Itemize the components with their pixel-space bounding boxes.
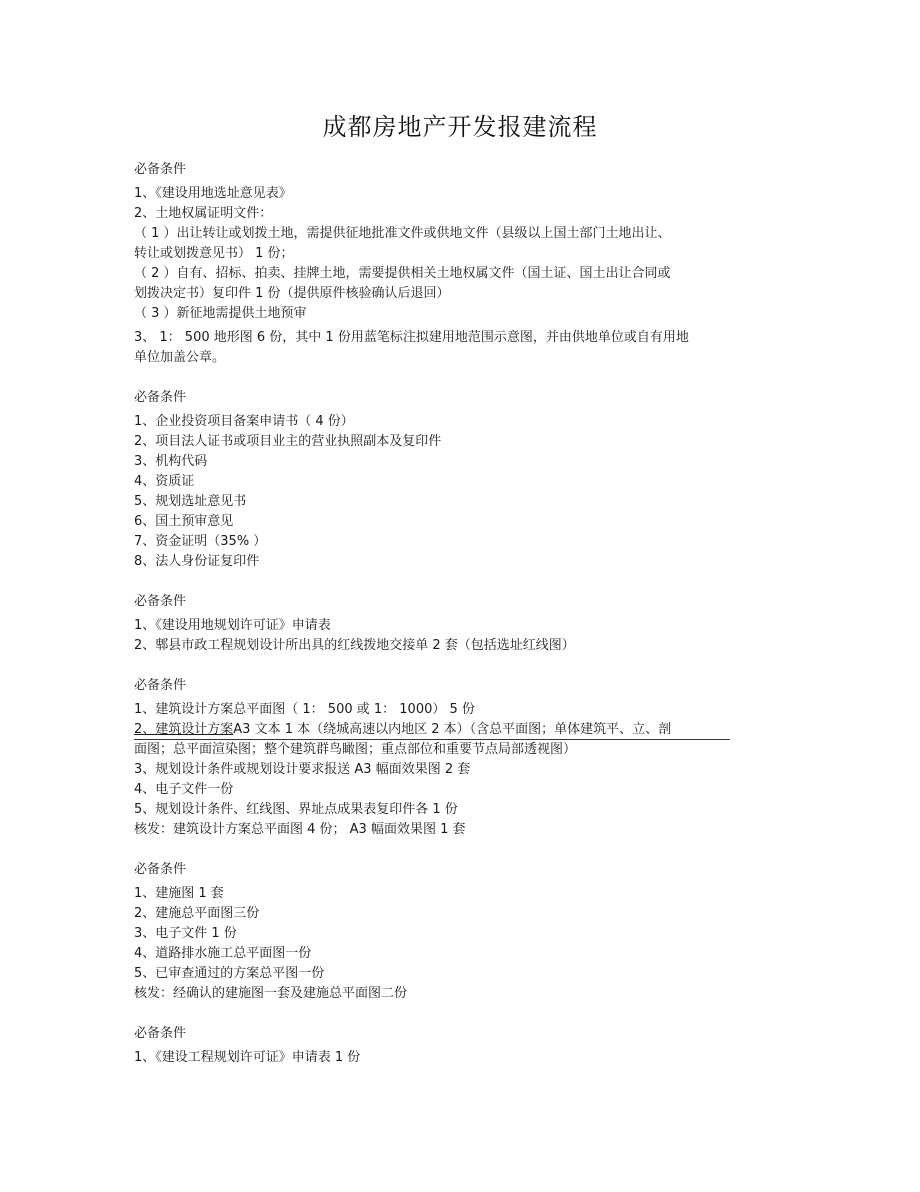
section-line: 3、电子文件 1 份 (134, 926, 237, 941)
section-5 (134, 860, 734, 1004)
section-line: 6、国土预审意见 (134, 514, 234, 529)
section-heading: 必备条件 (134, 862, 187, 877)
section-line: 1、《建设用地选址意见表》 (134, 186, 292, 201)
section-heading: 必备条件 (134, 390, 187, 405)
section-4 (134, 676, 734, 840)
section-line: （ 2 ）自有、招标、拍卖、挂牌土地，需要提供相关土地权属文件（国土证、国土出让合同或 (134, 266, 671, 281)
document-body (134, 160, 734, 1088)
document-title: 成都房地产开发报建流程 (322, 113, 598, 141)
section-line: 核发：经确认的建施图一套及建施总平面图二份 (134, 986, 408, 1001)
section-line: 3、规划设计条件或规划设计要求报送 A3 幅面效果图 2 套 (134, 762, 471, 777)
section-line: 5、规划设计条件、红线图、界址点成果表复印件各 1 份 (134, 802, 458, 817)
section-line: 4、电子文件一份 (134, 782, 234, 797)
section-line: 划拨决定书）复印件 1 份（提供原件核验确认后退回） (134, 286, 450, 301)
section-heading: 必备条件 (134, 594, 187, 609)
section-line-rest: A3 文本 1 本（绕城高速以内地区 2 本）（含总平面图；单体建筑平、立、剖 (233, 722, 672, 737)
section-line: 1、建筑设计方案总平面图（ 1： 500 或 1： 1000） 5 份 (134, 702, 475, 717)
section-heading: 必备条件 (134, 1026, 187, 1041)
section-1 (134, 160, 734, 368)
section-line: 4、资质证 (134, 474, 195, 489)
section-line: 2、建施总平面图三份 (134, 906, 260, 921)
section-2 (134, 388, 734, 572)
section-line: 1、建施图 1 套 (134, 886, 224, 901)
section-line: （ 3 ）新征地需提供土地预审 (134, 306, 307, 321)
section-line: 1、《建设工程规划许可证》申请表 1 份 (134, 1050, 361, 1065)
section-line: （ 1 ）出让转让或划拨土地，需提供征地批准文件或供地文件（县级以上国土部门土地出让、 (134, 226, 671, 241)
section-line: 5、规划选址意见书 (134, 494, 247, 509)
section-line: 7、资金证明（35% ） (134, 534, 267, 549)
section-line: 2、郫县市政工程规划设计所出具的红线拨地交接单 2 套（包括选址红线图） (134, 638, 575, 653)
section-6 (134, 1024, 734, 1068)
section-3 (134, 592, 734, 656)
section-line: 3、机构代码 (134, 454, 208, 469)
section-line: 5、已审查通过的方案总平图一份 (134, 966, 325, 981)
section-line: 3、 1： 500 地形图 6 份，其中 1 份用蓝笔标注拟建用地范围示意图，并由供地单位或自有用地 (134, 330, 689, 345)
section-line: 转让或划拨意见书） 1 份； (134, 246, 294, 261)
section-line: 1、《建设用地规划许可证》申请表 (134, 618, 331, 633)
section-line-underlined (134, 720, 734, 740)
section-line: 4、道路排水施工总平面图一份 (134, 946, 312, 961)
underlined-text: 2、建筑设计方案 (134, 722, 234, 737)
section-heading: 必备条件 (134, 162, 187, 177)
section-line: 1、企业投资项目备案申请书（ 4 份） (134, 414, 354, 429)
section-line: 8、法人身份证复印件 (134, 554, 260, 569)
section-line: 核发：建筑设计方案总平面图 4 份； A3 幅面效果图 1 套 (134, 822, 466, 837)
section-line: 单位加盖公章。 (134, 350, 226, 365)
section-line: 2、土地权属证明文件： (134, 206, 273, 221)
section-heading: 必备条件 (134, 678, 187, 693)
section-line: 面图；总平面渲染图；整个建筑群鸟瞰图；重点部位和重要节点局部透视图） (134, 742, 577, 757)
section-line: 2、项目法人证书或项目业主的营业执照副本及复印件 (134, 434, 442, 449)
